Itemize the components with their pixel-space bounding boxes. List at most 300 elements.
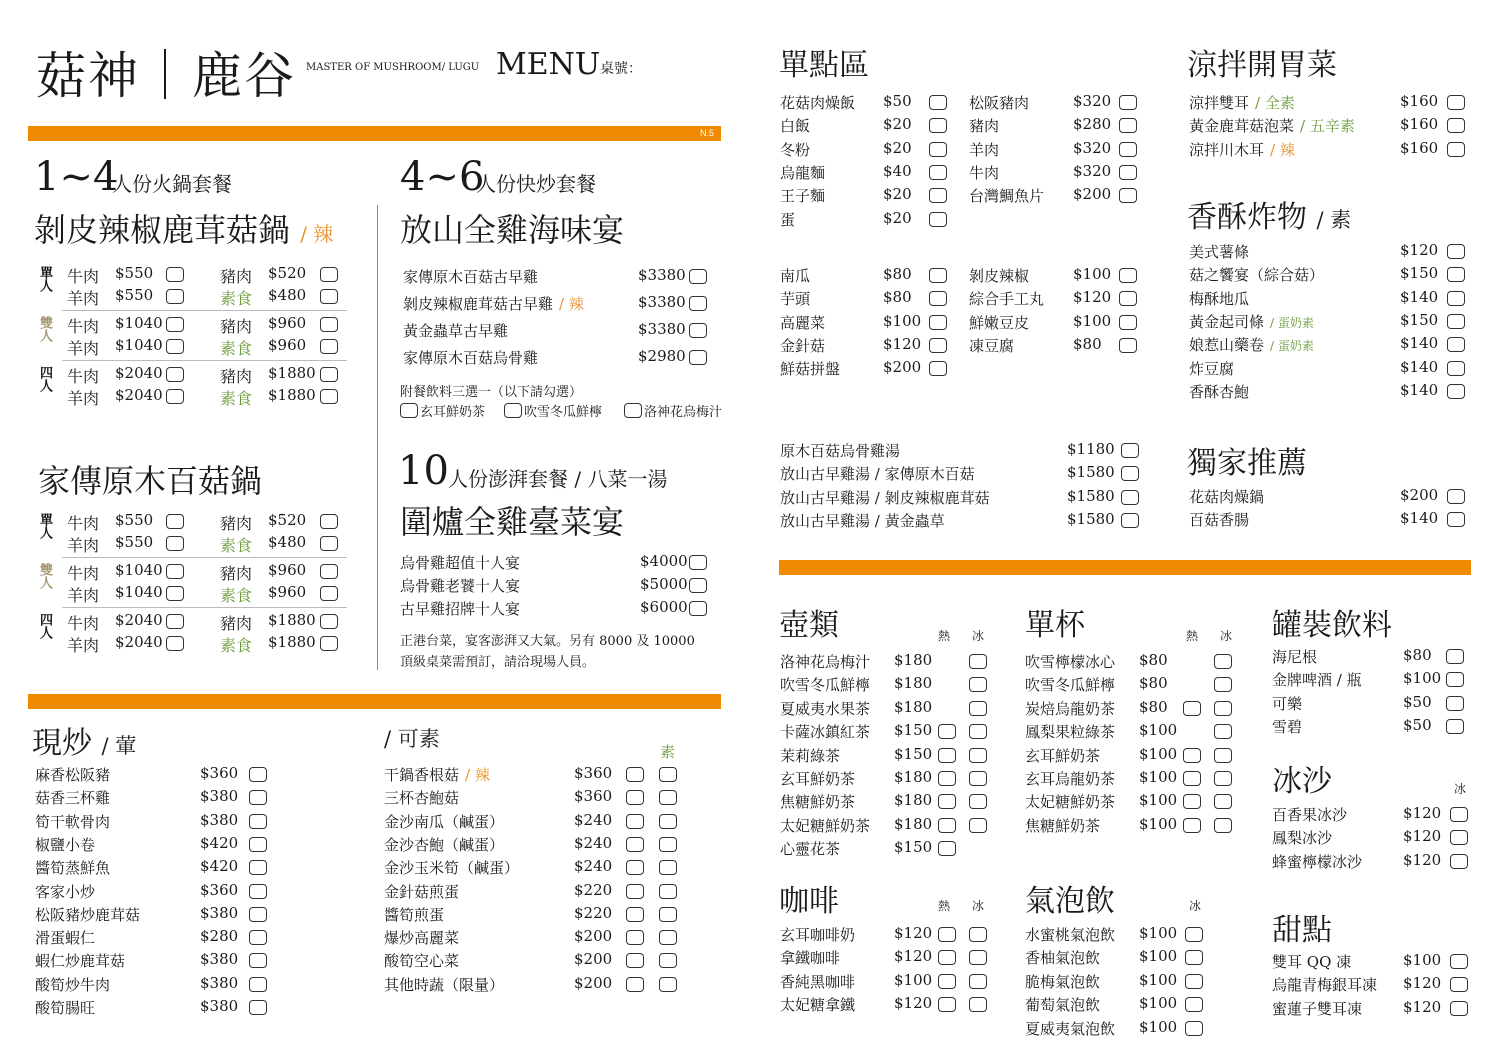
checkbox[interactable]: [938, 818, 956, 833]
item-name: 鮮嫩豆皮: [969, 313, 1030, 332]
checkbox[interactable]: [166, 614, 184, 629]
checkbox[interactable]: [659, 790, 677, 805]
checkbox[interactable]: [320, 586, 338, 601]
checkbox[interactable]: [689, 269, 707, 284]
checkbox[interactable]: [166, 636, 184, 651]
checkbox[interactable]: [929, 361, 947, 376]
item-name: 雙耳 QQ 凍: [1272, 953, 1352, 971]
checkbox[interactable]: [938, 950, 956, 965]
item-name: 干鍋香根菇: [384, 766, 460, 784]
checkbox[interactable]: [1450, 854, 1468, 869]
item-price: $100: [1139, 994, 1178, 1013]
item-name: 吹雪冬瓜鮮檸: [1025, 676, 1116, 695]
item-price: $80: [1073, 334, 1102, 353]
item-price: $2040: [115, 611, 163, 629]
checkbox[interactable]: [1450, 1001, 1468, 1016]
item-price: $20: [883, 115, 912, 134]
checkbox[interactable]: [659, 837, 677, 852]
checkbox[interactable]: [929, 95, 947, 110]
checkbox[interactable]: [938, 841, 956, 856]
item-name: 素食: [220, 389, 253, 408]
checkbox[interactable]: [1447, 314, 1465, 329]
checkbox[interactable]: [1119, 268, 1137, 283]
brand-title: 菇神｜鹿谷: [36, 47, 296, 105]
checkbox[interactable]: [659, 953, 677, 968]
hot-label: 熱: [938, 899, 951, 913]
checkbox[interactable]: [320, 339, 338, 354]
checkbox[interactable]: [1214, 771, 1232, 786]
item-price: $180: [894, 651, 933, 669]
item-price: $360: [200, 880, 239, 899]
item-name: 百香果冰沙: [1272, 806, 1348, 824]
checkbox[interactable]: [1446, 672, 1464, 687]
checkbox[interactable]: [969, 724, 987, 739]
checkbox[interactable]: [1185, 974, 1203, 989]
checkbox[interactable]: [320, 317, 338, 332]
set-b-dish: 放山全雞海味宴: [400, 211, 625, 249]
checkbox[interactable]: [1185, 927, 1203, 942]
checkbox[interactable]: [929, 188, 947, 203]
item-price: $180: [894, 674, 933, 693]
checkbox[interactable]: [1450, 954, 1468, 969]
item-name: 羊肉: [67, 389, 100, 408]
checkbox[interactable]: [249, 953, 267, 968]
checkbox[interactable]: [1121, 490, 1139, 505]
item-name: 鮮菇拼盤: [780, 360, 841, 379]
checkbox[interactable]: [969, 997, 987, 1012]
checkbox[interactable]: [1121, 513, 1139, 528]
checkbox[interactable]: [166, 586, 184, 601]
checkbox[interactable]: [1119, 291, 1137, 306]
pot-title: 壺類: [779, 608, 839, 643]
item-name: 洛神花烏梅汁: [780, 653, 871, 671]
item-name: 玄耳鮮奶茶: [780, 770, 856, 788]
checkbox[interactable]: [1119, 165, 1137, 180]
item-tag: / 辣: [559, 295, 584, 313]
checkbox[interactable]: [1119, 142, 1137, 157]
checkbox[interactable]: [969, 794, 987, 809]
item-name: 放山古早雞湯 / 剝皮辣椒鹿茸菇: [780, 488, 990, 507]
item-price: $200: [883, 358, 922, 377]
checkbox[interactable]: [1119, 118, 1137, 133]
checkbox[interactable]: [938, 997, 956, 1012]
checkbox[interactable]: [626, 767, 644, 782]
sparkling-title: 氣泡飲: [1025, 884, 1115, 919]
checkbox[interactable]: [249, 860, 267, 875]
item-name: 醬筍煎蛋: [384, 905, 445, 924]
set-a-num: 1~4: [34, 154, 119, 200]
checkbox[interactable]: [626, 884, 644, 899]
set-c-note-2: 頂級桌菜需預訂，請洽現場人員。: [400, 655, 596, 670]
checkbox[interactable]: [1447, 512, 1465, 527]
checkbox[interactable]: [938, 794, 956, 809]
item-name: 玄耳咖啡奶: [780, 926, 856, 944]
checkbox[interactable]: [320, 289, 338, 304]
item-price: $20: [883, 208, 912, 227]
checkbox[interactable]: [929, 142, 947, 157]
item-price: $960: [268, 314, 307, 332]
checkbox[interactable]: [249, 930, 267, 945]
checkbox[interactable]: [929, 118, 947, 133]
checkbox[interactable]: [626, 860, 644, 875]
item-name: 牛肉: [67, 514, 100, 533]
checkbox[interactable]: [166, 267, 184, 282]
item-price: $3380: [638, 320, 686, 338]
checkbox[interactable]: [624, 403, 642, 418]
item-price: $320: [1073, 92, 1112, 110]
item-price: $200: [574, 973, 613, 992]
item-name: 羊肉: [67, 289, 100, 308]
checkbox[interactable]: [249, 837, 267, 852]
item-price: $1880: [268, 364, 316, 382]
checkbox[interactable]: [938, 927, 956, 942]
checkbox[interactable]: [320, 636, 338, 651]
checkbox[interactable]: [1214, 701, 1232, 716]
checkbox[interactable]: [320, 514, 338, 529]
set-b-title: 人份快炒套餐: [476, 172, 596, 196]
checkbox[interactable]: [249, 1000, 267, 1015]
checkbox[interactable]: [1214, 724, 1232, 739]
checkbox[interactable]: [320, 389, 338, 404]
checkbox[interactable]: [1446, 649, 1464, 664]
checkbox[interactable]: [166, 514, 184, 529]
checkbox[interactable]: [938, 974, 956, 989]
item-name: 酸筍炒牛肉: [35, 975, 111, 994]
checkbox[interactable]: [320, 267, 338, 282]
item-price: $220: [574, 903, 613, 922]
item-price: $150: [894, 838, 933, 857]
checkbox[interactable]: [249, 907, 267, 922]
checkbox[interactable]: [1183, 818, 1201, 833]
item-price: $100: [1403, 669, 1442, 688]
item-price: $120: [1403, 827, 1442, 846]
checkbox[interactable]: [1447, 291, 1465, 306]
item-name: 炭焙烏龍奶茶: [1025, 699, 1116, 718]
checkbox[interactable]: [1185, 1021, 1203, 1036]
divider-bar: [779, 560, 1471, 575]
checkbox[interactable]: [249, 977, 267, 992]
item-price: $50: [883, 92, 912, 110]
item-name: 金沙玉米筍（鹹蛋）: [384, 859, 520, 878]
checkbox[interactable]: [249, 884, 267, 899]
checkbox[interactable]: [659, 977, 677, 992]
checkbox[interactable]: [626, 977, 644, 992]
checkbox[interactable]: [626, 930, 644, 945]
checkbox[interactable]: [1447, 142, 1465, 157]
item-name: 蝦仁炒鹿茸菇: [35, 952, 126, 971]
item-price: $180: [894, 768, 933, 786]
item-price: $120: [1403, 850, 1442, 869]
checkbox[interactable]: [626, 790, 644, 805]
checkbox[interactable]: [689, 601, 707, 616]
checkbox[interactable]: [626, 837, 644, 852]
checkbox[interactable]: [626, 814, 644, 829]
checkbox[interactable]: [969, 818, 987, 833]
item-name: 冬粉: [780, 140, 811, 159]
row-divider: [62, 607, 347, 608]
checkbox[interactable]: [166, 389, 184, 404]
item-price: $140: [1400, 287, 1439, 306]
checkbox[interactable]: [1119, 338, 1137, 353]
checkbox[interactable]: [969, 950, 987, 965]
item-name: 炸豆腐: [1189, 359, 1235, 378]
item-name: 素食: [220, 289, 253, 308]
set-a-title: 人份火鍋套餐: [112, 172, 232, 196]
item-price: $40: [883, 161, 912, 180]
item-price: $280: [200, 927, 239, 946]
table-number-label: 桌號：: [600, 61, 642, 77]
checkbox[interactable]: [1119, 188, 1137, 203]
checkbox[interactable]: [659, 814, 677, 829]
checkbox[interactable]: [320, 614, 338, 629]
item-price: $160: [1400, 138, 1439, 157]
checkbox[interactable]: [1214, 677, 1232, 692]
item-name: 椒鹽小卷: [35, 835, 96, 854]
checkbox[interactable]: [1214, 818, 1232, 833]
checkbox[interactable]: [249, 814, 267, 829]
page-tag: N.5: [700, 128, 715, 138]
checkbox[interactable]: [166, 289, 184, 304]
checkbox[interactable]: [1447, 384, 1465, 399]
checkbox[interactable]: [1447, 361, 1465, 376]
checkbox[interactable]: [1119, 315, 1137, 330]
fried-sub: / 素: [1316, 208, 1352, 232]
drink-option: 玄耳鮮奶茶: [420, 405, 486, 420]
item-name: 烏骨雞老饕十人宴: [400, 577, 521, 595]
item-name: 牛肉: [67, 614, 100, 633]
checkbox[interactable]: [929, 291, 947, 306]
smoothie-title: 冰沙: [1272, 764, 1332, 799]
checkbox[interactable]: [969, 677, 987, 692]
item-price: $1580: [1067, 486, 1115, 505]
checkbox[interactable]: [249, 767, 267, 782]
item-price: $140: [1400, 334, 1439, 353]
checkbox[interactable]: [626, 907, 644, 922]
item-price: $80: [1139, 697, 1168, 716]
checkbox[interactable]: [969, 927, 987, 942]
checkbox[interactable]: [938, 724, 956, 739]
item-price: $550: [115, 286, 154, 304]
item-name: 豬肉: [220, 267, 253, 286]
stirfry-veg-sub: / 可素: [384, 727, 440, 751]
checkbox[interactable]: [1214, 654, 1232, 669]
fried-title: [1187, 192, 1351, 236]
checkbox[interactable]: [929, 268, 947, 283]
item-price: $380: [200, 973, 239, 992]
checkbox[interactable]: [1447, 267, 1465, 282]
ice-label: 冰: [972, 899, 985, 913]
checkbox[interactable]: [1214, 748, 1232, 763]
item-price: $360: [200, 764, 239, 782]
item-price: $5000: [640, 575, 688, 593]
item-name: 其他時蔬（限量）: [384, 975, 505, 994]
checkbox[interactable]: [938, 748, 956, 763]
item-price: $280: [1073, 115, 1112, 134]
checkbox[interactable]: [1450, 977, 1468, 992]
checkbox[interactable]: [1214, 794, 1232, 809]
checkbox[interactable]: [166, 564, 184, 579]
checkbox[interactable]: [689, 578, 707, 593]
checkbox[interactable]: [626, 953, 644, 968]
item-price: $120: [1403, 997, 1442, 1016]
item-price: $100: [1139, 721, 1178, 740]
checkbox[interactable]: [659, 930, 677, 945]
item-price: $2040: [115, 364, 163, 382]
item-price: $100: [1139, 970, 1178, 989]
checkbox[interactable]: [400, 403, 418, 418]
item-price: $550: [115, 264, 154, 282]
checkbox[interactable]: [929, 212, 947, 227]
checkbox[interactable]: [320, 564, 338, 579]
item-price: $140: [1400, 357, 1439, 376]
item-name: 南瓜: [780, 267, 811, 285]
item-name: 玄耳鮮奶茶: [1025, 746, 1101, 765]
item-name: 素食: [220, 636, 253, 655]
checkbox[interactable]: [320, 536, 338, 551]
checkbox[interactable]: [504, 403, 522, 418]
item-price: $240: [574, 833, 613, 852]
checkbox[interactable]: [1185, 997, 1203, 1012]
item-name: 家傳原木百菇烏骨雞: [403, 349, 539, 367]
checkbox[interactable]: [929, 338, 947, 353]
checkbox[interactable]: [166, 367, 184, 382]
checkbox[interactable]: [969, 748, 987, 763]
ice-label: 冰: [1220, 629, 1233, 643]
item-name: 剝皮辣椒: [969, 267, 1030, 285]
item-price: $3380: [638, 266, 686, 284]
item-price: $20: [883, 138, 912, 157]
item-name: 蜂蜜檸檬冰沙: [1272, 852, 1363, 871]
item-price: $320: [1073, 161, 1112, 180]
checkbox[interactable]: [1119, 95, 1137, 110]
item-name: 松阪豬炒鹿茸菇: [35, 905, 141, 924]
item-name: 卡薩冰鎮紅茶: [780, 723, 871, 742]
item-price: $120: [894, 994, 933, 1013]
item-price: $150: [894, 721, 933, 740]
checkbox[interactable]: [969, 701, 987, 716]
item-name: 羊肉: [67, 636, 100, 655]
item-price: $200: [574, 950, 613, 969]
stirfry-title-text: 現炒: [32, 726, 92, 761]
item-name: 放山古早雞湯 / 黃金蟲草: [780, 511, 945, 530]
item-price: $180: [894, 791, 933, 810]
checkbox[interactable]: [1121, 466, 1139, 481]
checkbox[interactable]: [659, 884, 677, 899]
checkbox[interactable]: [659, 907, 677, 922]
item-name: 可樂: [1272, 694, 1303, 713]
checkbox[interactable]: [1447, 337, 1465, 352]
item-price: $80: [1403, 646, 1432, 664]
checkbox[interactable]: [1446, 696, 1464, 711]
item-price: $100: [1073, 311, 1112, 330]
item-price: $100: [1403, 951, 1442, 969]
item-name: 烏龍青梅銀耳凍: [1272, 976, 1378, 995]
item-name: 豬肉: [220, 514, 253, 533]
item-name: 菇香三杯雞: [35, 789, 111, 808]
checkbox[interactable]: [1183, 701, 1201, 716]
item-name: 心靈花茶: [780, 840, 841, 859]
checkbox[interactable]: [689, 350, 707, 365]
item-name: 太妃糖鮮奶茶: [780, 816, 871, 835]
checkbox[interactable]: [689, 323, 707, 338]
checkbox[interactable]: [1447, 95, 1465, 110]
item-name: 黃金起司條: [1189, 312, 1265, 331]
checkbox[interactable]: [320, 367, 338, 382]
checkbox[interactable]: [969, 771, 987, 786]
checkbox[interactable]: [1447, 118, 1465, 133]
item-price: $1040: [115, 583, 163, 601]
checkbox[interactable]: [166, 317, 184, 332]
checkbox[interactable]: [938, 771, 956, 786]
brand-subtitle: MASTER OF MUSHROOM/ LUGU: [306, 62, 480, 73]
checkbox[interactable]: [659, 767, 677, 782]
checkbox[interactable]: [1447, 244, 1465, 259]
item-price: $150: [1400, 310, 1439, 329]
spicy-tag: / 辣: [300, 222, 334, 246]
item-name: 家傳原木百菇古早雞: [403, 268, 539, 286]
item-price: $150: [1400, 264, 1439, 283]
item-price: $240: [574, 810, 613, 829]
item-name: 烏骨雞超值十人宴: [400, 554, 521, 572]
checkbox[interactable]: [659, 860, 677, 875]
checkbox[interactable]: [689, 296, 707, 311]
item-price: $80: [883, 288, 912, 307]
item-name: 夏威夷氣泡飲: [1025, 1019, 1116, 1038]
checkbox[interactable]: [1446, 719, 1464, 734]
veg-column-label: 素: [660, 743, 676, 761]
item-tag: / 蛋奶素: [1270, 315, 1314, 330]
checkbox[interactable]: [1183, 748, 1201, 763]
checkbox[interactable]: [249, 790, 267, 805]
item-price: $480: [268, 533, 307, 551]
item-price: $220: [574, 880, 613, 899]
item-price: $80: [1139, 674, 1168, 693]
item-price: $50: [1403, 692, 1432, 711]
checkbox[interactable]: [969, 974, 987, 989]
item-price: $960: [268, 561, 307, 579]
side-label: 四人: [37, 613, 52, 639]
side-label: 單人: [37, 266, 52, 292]
item-price: $160: [1400, 92, 1439, 110]
checkbox[interactable]: [166, 536, 184, 551]
checkbox[interactable]: [929, 165, 947, 180]
set-a-dish1: [34, 205, 333, 251]
item-price: $80: [1139, 651, 1168, 669]
checkbox[interactable]: [1185, 950, 1203, 965]
item-name: 茉莉綠茶: [780, 746, 841, 765]
item-name: 三杯杏鮑菇: [384, 789, 460, 808]
checkbox[interactable]: [1183, 771, 1201, 786]
item-name: 香純黑咖啡: [780, 972, 856, 991]
stirfry-sub: / 葷: [101, 734, 137, 758]
checkbox[interactable]: [1183, 794, 1201, 809]
checkbox[interactable]: [689, 555, 707, 570]
item-name: 脆梅氣泡飲: [1025, 972, 1101, 991]
checkbox[interactable]: [1121, 443, 1139, 458]
item-name: 素食: [220, 536, 253, 555]
checkbox[interactable]: [1447, 489, 1465, 504]
checkbox[interactable]: [1450, 830, 1468, 845]
checkbox[interactable]: [166, 339, 184, 354]
checkbox[interactable]: [1450, 807, 1468, 822]
item-name: 鳳梨冰沙: [1272, 829, 1333, 848]
checkbox[interactable]: [929, 315, 947, 330]
item-price: $360: [574, 787, 613, 806]
item-name: 古早雞招牌十人宴: [400, 600, 521, 618]
checkbox[interactable]: [969, 654, 987, 669]
item-price: $100: [894, 970, 933, 989]
set-a-dish1-name: 剝皮辣椒鹿茸菇鍋: [34, 211, 291, 249]
